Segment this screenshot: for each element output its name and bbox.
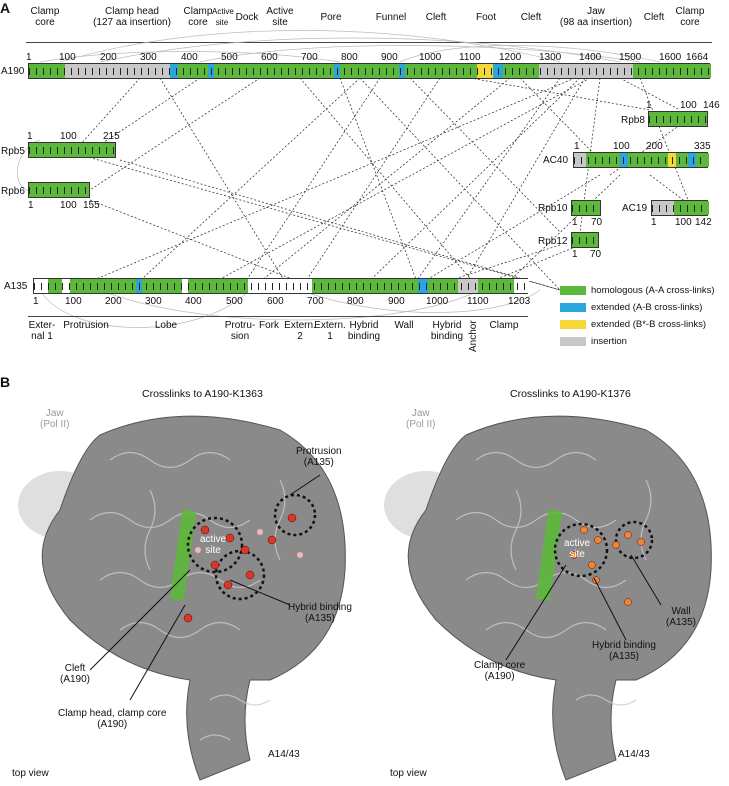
tick-label: 100 xyxy=(60,131,77,142)
rpb5-label: Rpb5 xyxy=(1,146,25,157)
legend-item xyxy=(560,333,715,350)
rpb12-sequence-bar xyxy=(571,232,599,248)
tick-label: 146 xyxy=(703,100,720,111)
rpb8-sequence-bar xyxy=(648,111,708,127)
tick-label: 300 xyxy=(145,296,162,307)
hybrid-binding-label: Hybrid binding (A135) xyxy=(288,602,352,624)
domain-label: Cleft xyxy=(643,12,665,23)
rpb10-label: Rpb10 xyxy=(538,203,568,214)
hybrid-binding-label: Hybrid binding (A135) xyxy=(592,640,656,662)
legend-label: extended (B*-B cross-links) xyxy=(591,319,707,330)
domain-label: Anchor xyxy=(468,320,479,352)
domain-label: Clamp core xyxy=(675,6,705,28)
tick-label: 900 xyxy=(388,296,405,307)
rpb12-label: Rpb12 xyxy=(538,236,568,247)
rpb6-sequence-bar xyxy=(28,182,90,198)
ac19-sequence-bar xyxy=(651,200,708,216)
domain-label: Lobe xyxy=(154,320,178,331)
tick-label: 500 xyxy=(226,296,243,307)
domain-label: Active site xyxy=(212,7,234,27)
tick-label: 200 xyxy=(105,296,122,307)
domain-label: Hybrid binding xyxy=(347,320,381,342)
tick-label: 1203 xyxy=(508,296,531,307)
tick-label: 1100 xyxy=(459,52,481,63)
a1443-label: A14/43 xyxy=(268,749,300,760)
rpb5-sequence-bar xyxy=(28,142,116,158)
domain-label: Jaw (98 aa insertion) xyxy=(559,6,633,28)
a135-sequence-bar xyxy=(33,278,528,294)
tick-label: 155 xyxy=(83,200,100,211)
domain-label: Clamp xyxy=(489,320,519,331)
panel-b-label: B xyxy=(0,374,11,390)
tick-label: 700 xyxy=(301,52,318,63)
domain-label: Clamp head (127 aa insertion) xyxy=(93,6,171,28)
tick-label: 400 xyxy=(181,52,198,63)
domain-label: Dock xyxy=(235,12,259,23)
domain-label: Foot xyxy=(475,12,496,23)
domain-label: Pore xyxy=(320,12,342,23)
legend-label: extended (A-B cross-links) xyxy=(591,302,703,313)
tick-label: 1 xyxy=(26,52,32,63)
domain-label: Wall xyxy=(394,320,414,331)
domain-label: Cleft xyxy=(425,12,447,23)
domain-label: Exter- nal 1 xyxy=(28,320,56,342)
tick-label: 1000 xyxy=(426,296,449,307)
legend-item xyxy=(560,316,715,333)
tick-label: 500 xyxy=(221,52,238,63)
tick-label: 100 xyxy=(65,296,82,307)
a1443-label: A14/43 xyxy=(618,749,650,760)
domain-label: Protru- sion xyxy=(224,320,256,342)
jaw-label: Jaw (Pol II) xyxy=(40,408,70,430)
domain-label: Funnel xyxy=(375,12,407,23)
right-structure-view xyxy=(366,380,729,786)
a135-label: A135 xyxy=(4,281,28,292)
tick-label: 70 xyxy=(591,217,603,228)
tick-label: 600 xyxy=(261,52,278,63)
tick-label: 600 xyxy=(267,296,284,307)
tick-label: 1000 xyxy=(419,52,442,63)
tick-label: 1 xyxy=(572,217,578,228)
tick-label: 700 xyxy=(307,296,324,307)
a190-sequence-bar xyxy=(28,63,710,79)
legend xyxy=(560,282,715,350)
clamp-core-label: Clamp core (A190) xyxy=(474,660,526,682)
tick-label: 70 xyxy=(590,249,602,260)
tick-label: 800 xyxy=(341,52,358,63)
tick-label: 100 xyxy=(613,141,630,152)
ac40-label: AC40 xyxy=(543,155,569,166)
tick-label: 200 xyxy=(646,141,663,152)
left-view-title: Crosslinks to A190-K1363 xyxy=(142,388,263,400)
wall-label: Wall (A135) xyxy=(666,606,697,628)
tick-label: 335 xyxy=(694,141,711,152)
domain-label: Clamp core xyxy=(30,6,60,28)
top-view-label: top view xyxy=(12,768,49,779)
domain-label: Protrusion xyxy=(63,320,109,331)
domain-label: Clamp core xyxy=(183,6,213,28)
left-structure-view xyxy=(0,380,364,786)
bottom-domain-divider xyxy=(28,316,528,317)
ac40-sequence-bar xyxy=(573,152,708,168)
rpb6-label: Rpb6 xyxy=(1,186,25,197)
a190-label: A190 xyxy=(1,66,25,77)
right-view-title: Crosslinks to A190-K1376 xyxy=(510,388,631,400)
top-view-label: top view xyxy=(390,768,427,779)
domain-label: Cleft xyxy=(520,12,542,23)
tick-label: 1200 xyxy=(499,52,522,63)
tick-label: 1600 xyxy=(659,52,682,63)
legend-item xyxy=(560,299,715,316)
domain-label: Active site xyxy=(266,6,294,28)
tick-label: 1 xyxy=(33,296,39,307)
active-site-label: active site xyxy=(200,534,227,556)
legend-label: insertion xyxy=(591,336,627,347)
tick-label: 142 xyxy=(695,217,712,228)
legend-label: homologous (A-A cross-links) xyxy=(591,285,715,296)
right-protein-structure xyxy=(366,380,729,786)
a135-tick-labels xyxy=(33,296,531,308)
tick-label: 1 xyxy=(27,131,33,142)
jaw-label: Jaw (Pol II) xyxy=(406,408,436,430)
left-protein-structure xyxy=(0,380,364,786)
tick-label: 900 xyxy=(381,52,398,63)
domain-label: Extern. 1 xyxy=(314,320,346,342)
tick-label: 100 xyxy=(59,52,76,63)
bottom-domain-bar xyxy=(28,320,528,356)
cleft-label: Cleft (A190) xyxy=(60,663,91,685)
legend-item xyxy=(560,282,715,299)
tick-label: 100 xyxy=(680,100,697,111)
tick-label: 1400 xyxy=(579,52,602,63)
tick-label: 1500 xyxy=(619,52,642,63)
domain-label: Extern. 2 xyxy=(284,320,316,342)
tick-label: 1 xyxy=(651,217,657,228)
tick-label: 1 xyxy=(572,249,578,260)
panel-a-label: A xyxy=(0,0,11,16)
domain-label: Hybrid binding xyxy=(430,320,464,342)
domain-label: Fork xyxy=(259,320,279,331)
active-site-label: active site xyxy=(564,538,591,560)
tick-label: 1 xyxy=(28,200,34,211)
ac19-label: AC19 xyxy=(622,203,648,214)
tick-label: 215 xyxy=(103,131,120,142)
tick-label: 1 xyxy=(646,100,652,111)
tick-label: 200 xyxy=(100,52,117,63)
tick-label: 800 xyxy=(347,296,364,307)
protrusion-label: Protrusion (A135) xyxy=(296,446,342,468)
tick-label: 400 xyxy=(185,296,202,307)
tick-label: 100 xyxy=(675,217,692,228)
rpb10-sequence-bar xyxy=(571,200,601,216)
tick-label: 300 xyxy=(140,52,157,63)
rpb8-label: Rpb8 xyxy=(621,115,645,126)
tick-label: 1100 xyxy=(467,296,489,307)
tick-label: 1 xyxy=(574,141,580,152)
clamp-label: Clamp head, clamp core (A190) xyxy=(58,708,167,730)
tick-label: 1664 xyxy=(686,52,709,63)
tick-label: 100 xyxy=(60,200,77,211)
tick-label: 1300 xyxy=(539,52,562,63)
